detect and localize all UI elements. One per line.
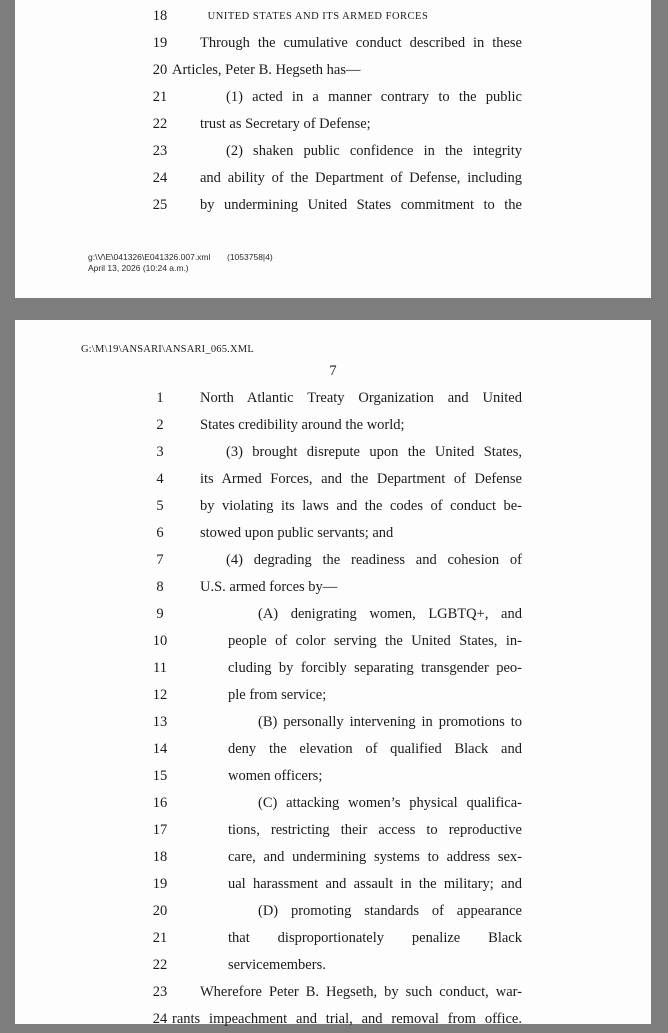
document-line bbox=[15, 3, 651, 30]
line-number: 17 bbox=[152, 822, 168, 838]
line-number: 19 bbox=[152, 876, 168, 892]
page1-footer bbox=[88, 252, 273, 274]
document-line bbox=[15, 547, 651, 574]
line-text: North Atlantic Treaty Organization and United bbox=[200, 390, 522, 406]
document-line bbox=[15, 817, 651, 844]
document-line bbox=[15, 952, 651, 979]
footer-row-1 bbox=[88, 252, 273, 263]
line-number: 3 bbox=[156, 444, 164, 460]
line-text: by violating its laws and the codes of conduct be- bbox=[200, 498, 522, 514]
line-number: 5 bbox=[156, 498, 164, 514]
line-text: and ability of the Department of Defense, including bbox=[200, 170, 522, 186]
line-number: 10 bbox=[152, 633, 168, 649]
footer-code: (1053758|4) bbox=[227, 252, 273, 262]
page1-text-body bbox=[15, 3, 651, 219]
line-number: 25 bbox=[152, 197, 168, 213]
line-number: 1 bbox=[156, 390, 164, 406]
section-heading: UNITED STATES AND ITS ARMED FORCES bbox=[207, 11, 429, 22]
document-line bbox=[15, 1006, 651, 1033]
line-number: 21 bbox=[152, 89, 168, 105]
document-line bbox=[15, 30, 651, 57]
line-text: (A) denigrating women, LGBTQ+, and bbox=[258, 606, 522, 622]
document-line bbox=[15, 655, 651, 682]
line-text: ple from service; bbox=[228, 687, 327, 703]
page2-file-path: G:\M\19\ANSARI\ANSARI_065.XML bbox=[81, 344, 254, 355]
document-line bbox=[15, 628, 651, 655]
line-text: trust as Secretary of Defense; bbox=[200, 116, 371, 132]
document-line bbox=[15, 682, 651, 709]
footer-date: April 13, 2026 (10:24 a.m.) bbox=[88, 263, 189, 273]
document-line bbox=[15, 57, 651, 84]
line-number: 8 bbox=[156, 579, 164, 595]
line-text: deny the elevation of qualified Black and bbox=[228, 741, 522, 757]
line-number: 16 bbox=[152, 795, 168, 811]
document-line bbox=[15, 790, 651, 817]
line-number: 24 bbox=[152, 1011, 168, 1027]
line-text: States credibility around the world; bbox=[200, 417, 405, 433]
document-line bbox=[15, 111, 651, 138]
document-line bbox=[15, 165, 651, 192]
page2-text-body bbox=[15, 385, 651, 1033]
line-text: people of color serving the United States, in- bbox=[228, 633, 522, 649]
document-line bbox=[15, 439, 651, 466]
line-number: 14 bbox=[152, 741, 168, 757]
line-text: Through the cumulative conduct described in these bbox=[200, 35, 522, 51]
line-number: 23 bbox=[152, 143, 168, 159]
document-line bbox=[15, 84, 651, 111]
line-number: 7 bbox=[156, 552, 164, 568]
line-number: 22 bbox=[152, 116, 168, 132]
line-number: 19 bbox=[152, 35, 168, 51]
document-line bbox=[15, 574, 651, 601]
document-line bbox=[15, 871, 651, 898]
document-line bbox=[15, 385, 651, 412]
document-line bbox=[15, 493, 651, 520]
line-text: servicemembers. bbox=[228, 957, 326, 973]
line-number: 20 bbox=[152, 903, 168, 919]
line-text: (2) shaken public confidence in the integrity bbox=[226, 143, 522, 159]
line-number: 13 bbox=[152, 714, 168, 730]
line-number: 6 bbox=[156, 525, 164, 541]
document-line bbox=[15, 925, 651, 952]
footer-file-path: g:\V\E\041326\E041326.007.xml bbox=[88, 252, 211, 262]
document-line bbox=[15, 138, 651, 165]
line-text: tions, restricting their access to reproductive bbox=[228, 822, 522, 838]
line-number: 21 bbox=[152, 930, 168, 946]
line-number: 4 bbox=[156, 471, 164, 487]
document-line bbox=[15, 601, 651, 628]
line-number: 23 bbox=[152, 984, 168, 1000]
line-text: care, and undermining systems to address sex- bbox=[228, 849, 522, 865]
document-page-2 bbox=[15, 320, 651, 1027]
line-number: 18 bbox=[152, 849, 168, 865]
line-number: 18 bbox=[152, 8, 168, 24]
line-text: Articles, Peter B. Hegseth has— bbox=[172, 62, 361, 78]
line-text: (D) promoting standards of appearance bbox=[258, 903, 522, 919]
line-text: stowed upon public servants; and bbox=[200, 525, 394, 541]
line-text: (B) personally intervening in promotions to bbox=[258, 714, 522, 730]
document-line bbox=[15, 466, 651, 493]
document-line bbox=[15, 898, 651, 925]
page-number: 7 bbox=[329, 363, 337, 379]
line-text: that disproportionately penalize Black bbox=[228, 930, 522, 946]
line-number: 15 bbox=[152, 768, 168, 784]
document-page-1 bbox=[15, 0, 651, 298]
line-text: U.S. armed forces by— bbox=[200, 579, 338, 595]
line-text: rants impeachment and trial, and removal from office. bbox=[172, 1011, 522, 1027]
document-line bbox=[15, 520, 651, 547]
document-line bbox=[15, 412, 651, 439]
document-line bbox=[15, 736, 651, 763]
line-text: Wherefore Peter B. Hegseth, by such conduct, war- bbox=[200, 984, 522, 1000]
line-text: women officers; bbox=[228, 768, 323, 784]
document-line bbox=[15, 763, 651, 790]
line-number: 9 bbox=[156, 606, 164, 622]
line-text: its Armed Forces, and the Department of Defense bbox=[200, 471, 522, 487]
line-text: ual harassment and assault in the military; and bbox=[228, 876, 522, 892]
line-text: by undermining United States commitment to the bbox=[200, 197, 522, 213]
document-line bbox=[15, 192, 651, 219]
document-line bbox=[15, 709, 651, 736]
document-line bbox=[15, 844, 651, 871]
line-number: 24 bbox=[152, 170, 168, 186]
line-text: (4) degrading the readiness and cohesion of bbox=[226, 552, 522, 568]
line-text: cluding by forcibly separating transgender peo- bbox=[228, 660, 522, 676]
line-number: 2 bbox=[156, 417, 164, 433]
document-line bbox=[15, 979, 651, 1006]
line-text: (C) attacking women’s physical qualifica- bbox=[258, 795, 522, 811]
line-text: (3) brought disrepute upon the United States, bbox=[226, 444, 522, 460]
line-text: (1) acted in a manner contrary to the public bbox=[226, 89, 522, 105]
line-number: 11 bbox=[153, 660, 167, 676]
line-number: 12 bbox=[152, 687, 168, 703]
line-number: 20 bbox=[152, 62, 168, 78]
line-number: 22 bbox=[152, 957, 168, 973]
